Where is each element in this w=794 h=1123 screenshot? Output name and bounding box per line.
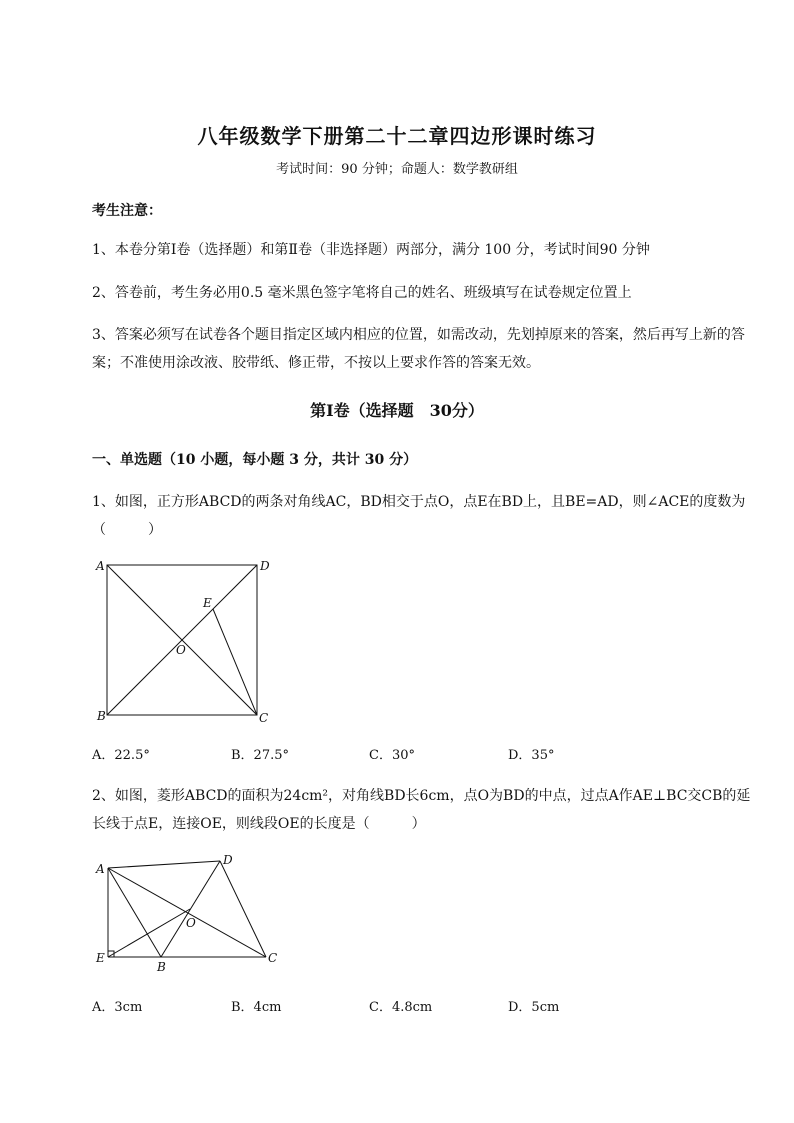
notice-heading: 考生注意： (92, 203, 162, 219)
label-d: D (223, 853, 233, 867)
side-dc (220, 861, 266, 957)
label-a: A (96, 559, 105, 573)
section-title: 第Ⅰ卷（选择题 30分） (310, 401, 484, 420)
question-1-figure (90, 555, 280, 725)
option-a[interactable]: A．3cm (92, 1000, 143, 1015)
question-2-options (92, 996, 712, 1016)
label-b: B (157, 960, 166, 974)
label-d: D (260, 559, 270, 573)
part-heading: 一、单选题（10 小题，每小题 3 分，共计 30 分） (92, 452, 418, 468)
notice-item-3: 3、答案必须写在试卷各个题目指定区域内相应的位置，如需改动，先划掉原来的答案，然后再写上新的答案；不准使用涂改液、胶带纸、修正带，不按以上要求作答的答案无效。 (92, 327, 745, 371)
page-title: 八年级数学下册第二十二章四边形课时练习 (197, 124, 597, 148)
label-a: A (96, 862, 105, 876)
segment-ce (213, 609, 257, 715)
label-b: B (97, 709, 106, 723)
label-c: C (268, 951, 278, 965)
side-ab (108, 868, 161, 957)
question-1-text: 1、如图，正方形ABCD的两条对角线AC，BD相交于点O，点E在BD上，且BE=AD，则∠ACE的度数为（ ） (92, 494, 746, 538)
option-c[interactable]: C．30° (369, 748, 415, 763)
label-e: E (203, 596, 212, 610)
option-b[interactable]: B．27.5° (231, 748, 289, 763)
exam-info: 考试时间：90 分钟；命题人：数学教研组 (276, 162, 518, 177)
label-o: O (186, 916, 196, 930)
question-2-figure (90, 850, 290, 975)
option-b[interactable]: B．4cm (231, 1000, 282, 1015)
notice-item-2: 2、答卷前，考生务必用0.5 毫米黑色签字笔将自己的姓名、班级填写在试卷规定位置上 (92, 285, 632, 301)
segment-oe (108, 909, 190, 957)
option-d[interactable]: D．5cm (508, 1000, 560, 1015)
question-2-text: 2、如图，菱形ABCD的面积为24cm²，对角线BD长6cm，点O为BD的中点，过点A作AE⊥BC交CB的延长线于点E，连接OE，则线段OE的长度是（ ） (92, 788, 751, 832)
question-1-options (92, 744, 712, 764)
side-ad (108, 861, 220, 868)
label-c: C (259, 711, 269, 725)
label-e: E (96, 951, 105, 965)
notice-item-1: 1、本卷分第Ⅰ卷（选择题）和第Ⅱ卷（非选择题）两部分，满分 100 分，考试时间90 分钟 (92, 242, 650, 258)
label-o: O (176, 643, 186, 657)
option-a[interactable]: A．22.5° (92, 748, 150, 763)
diagonal-bd (161, 861, 220, 957)
option-d[interactable]: D．35° (508, 748, 555, 763)
option-c[interactable]: C．4.8cm (369, 1000, 433, 1015)
